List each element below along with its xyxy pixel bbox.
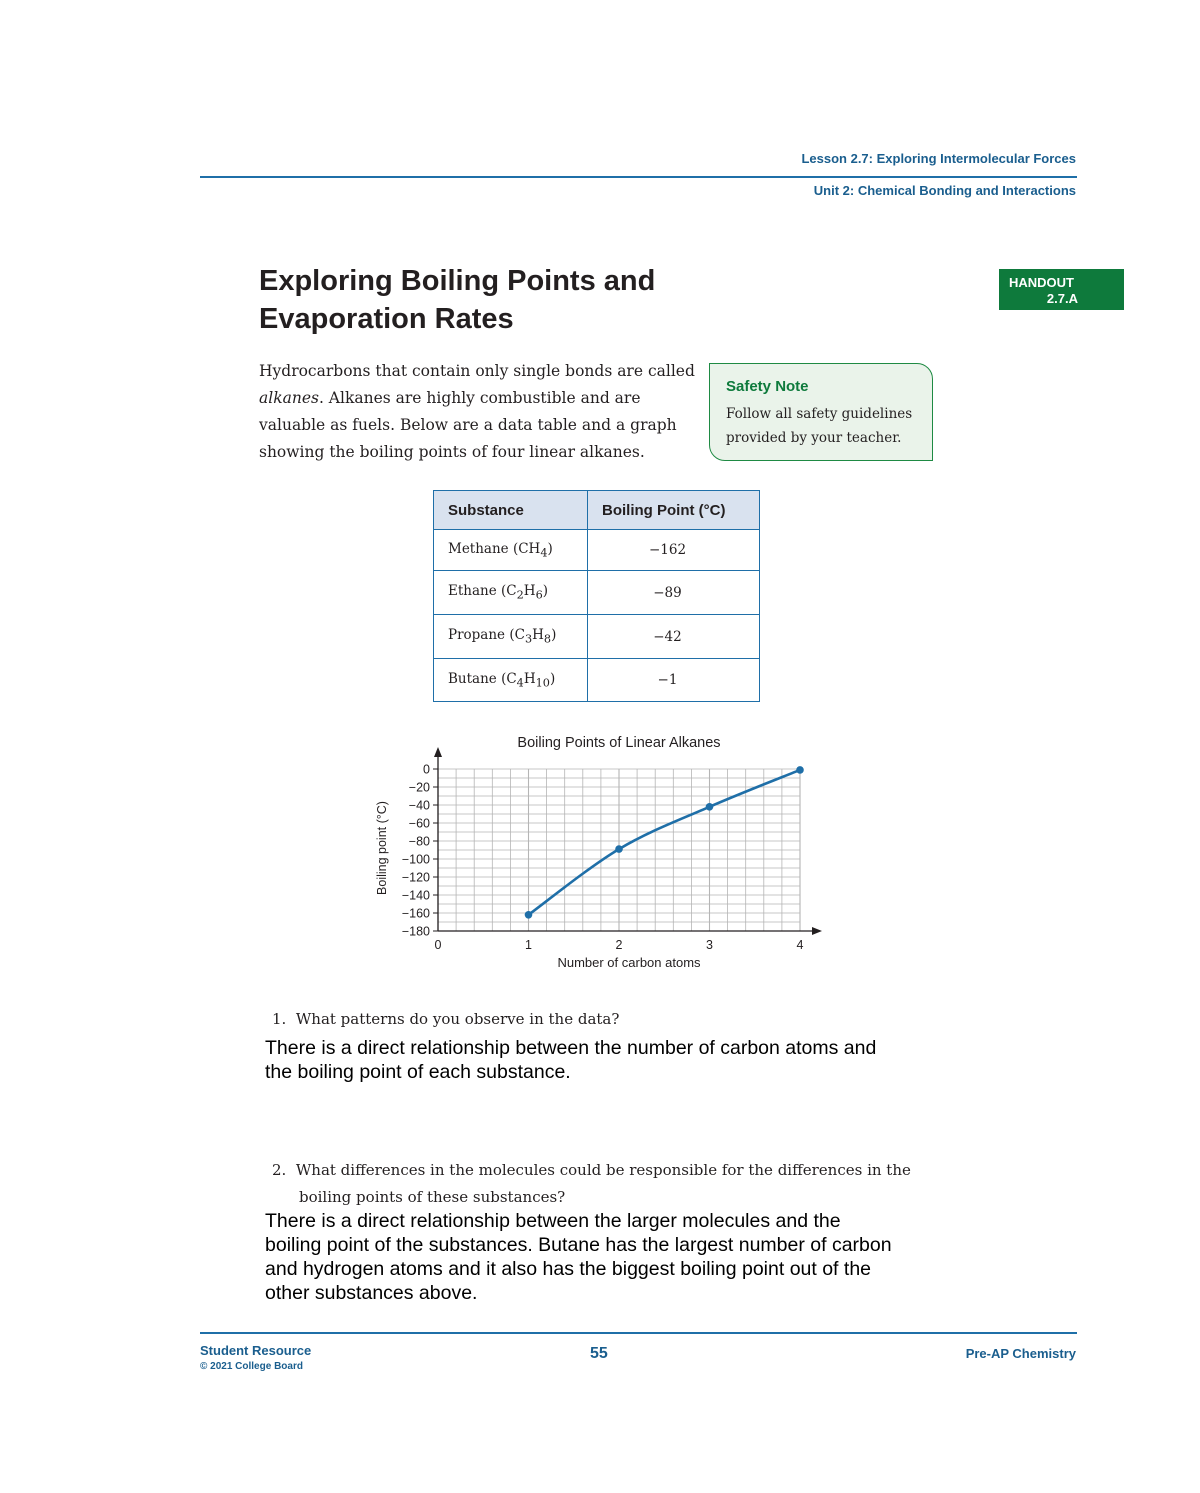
footer-copyright: © 2021 College Board	[200, 1361, 303, 1372]
answer-2	[265, 1209, 892, 1305]
y-axis-arrow	[434, 747, 442, 757]
footer-right: Pre-AP Chemistry	[965, 1346, 1076, 1361]
boiling-point-cell: −42	[588, 615, 760, 659]
boiling-point-cell: −162	[588, 530, 760, 571]
y-axis-label: Boiling point (°C)	[375, 801, 389, 895]
data-point	[525, 911, 533, 919]
series-line	[529, 770, 801, 915]
substance-cell: Ethane $(C_2H_6)$	[434, 571, 588, 615]
y-tick-label: −160	[401, 906, 430, 921]
x-tick-labels	[435, 938, 804, 952]
y-tick-label: −80	[408, 834, 430, 849]
intro-part-1: Hydrocarbons that contain only single bonds are called	[259, 362, 695, 380]
question-2-text-line: boiling points of these substances?	[299, 1188, 566, 1206]
y-tick-label: −60	[408, 816, 430, 831]
intro-paragraph	[259, 358, 699, 466]
data-point	[706, 803, 714, 811]
answer-1	[265, 1036, 876, 1084]
boiling-point-table	[433, 490, 760, 702]
table-row	[434, 659, 760, 702]
x-axis-label: Number of carbon atoms	[557, 955, 701, 970]
y-tick-labels	[402, 763, 430, 939]
x-tick-label: 4	[796, 938, 804, 952]
x-tick-label: 1	[525, 938, 532, 952]
table-header-substance: Substance	[434, 491, 588, 530]
badge-label: HANDOUT	[1009, 275, 1074, 290]
data-point	[796, 766, 804, 774]
answer-2-line: and hydrogen atoms and it also has the biggest boiling point out of the	[265, 1258, 872, 1280]
y-tick-label: −180	[401, 924, 430, 939]
table-row	[434, 571, 760, 615]
answer-2-line: other substances above.	[265, 1282, 478, 1304]
page-title	[259, 262, 655, 338]
table-row	[434, 530, 760, 571]
table-header-boiling-point: Boiling Point (°C)	[588, 491, 760, 530]
safety-note	[709, 363, 933, 461]
footer-left: Student Resource	[200, 1343, 312, 1358]
x-axis-arrow	[812, 927, 822, 935]
header-rule	[200, 176, 1077, 178]
badge-number: 2.7.A	[1046, 291, 1078, 306]
y-tick-label: −120	[401, 870, 430, 885]
answer-1-line: There is a direct relationship between the number of carbon atoms and	[265, 1037, 877, 1059]
unit-header: Unit 2: Chemical Bonding and Interactions	[813, 183, 1076, 198]
intro-term: alkanes	[259, 389, 319, 407]
question-2-text-line: What differences in the molecules could be responsible for the differences in the	[295, 1161, 911, 1179]
x-tick-label: 3	[706, 938, 713, 952]
answer-2-line: boiling point of the substances. Butane has the largest number of carbon	[265, 1234, 892, 1256]
question-1-text: What patterns do you observe in the data?	[295, 1010, 620, 1028]
safety-note-title: Safety Note	[726, 378, 809, 395]
data-point	[615, 845, 623, 853]
y-tick-label: −140	[401, 888, 430, 903]
question-1	[272, 1010, 619, 1028]
page-title-line-2: Evaporation Rates	[259, 303, 514, 335]
answer-2-line: There is a direct relationship between the larger molecules and the	[265, 1210, 841, 1232]
substance-cell: Methane $(CH_4)$	[434, 530, 588, 571]
boiling-point-cell: −89	[588, 571, 760, 615]
table-row	[434, 615, 760, 659]
x-tick-label: 2	[615, 938, 623, 952]
handout-badge	[999, 269, 1124, 310]
y-tick-label: 0	[423, 762, 430, 777]
boiling-point-cell: −1	[588, 659, 760, 702]
y-tick-label: −100	[401, 852, 430, 867]
footer-rule	[200, 1332, 1077, 1334]
intro-part-2: . Alkanes are highly combustible and are valuable as fuels. Below are a data table and a graph showing the boiling points of four linear alkanes.	[259, 389, 677, 461]
chart-title: Boiling Points of Linear Alkanes	[517, 735, 721, 751]
substance-cell: Butane $(C_4H_{10})$	[434, 659, 588, 702]
question-2	[272, 1157, 911, 1211]
page-title-line-1: Exploring Boiling Points and	[259, 265, 656, 297]
y-tick-label: −40	[408, 798, 430, 813]
safety-note-body: Follow all safety guidelines provided by your teacher.	[726, 406, 913, 446]
substance-cell: Propane $(C_3H_8)$	[434, 615, 588, 659]
answer-1-line: the boiling point of each substance.	[265, 1061, 571, 1083]
chart-series	[525, 766, 804, 919]
question-1-number: 1.	[272, 1010, 287, 1028]
y-tick-label: −20	[408, 780, 430, 795]
page-number: 55	[590, 1345, 608, 1362]
boiling-point-chart	[340, 720, 860, 980]
question-2-number: 2.	[272, 1161, 287, 1179]
lesson-header: Lesson 2.7: Exploring Intermolecular Forces	[801, 151, 1076, 166]
x-tick-label: 0	[434, 938, 442, 952]
